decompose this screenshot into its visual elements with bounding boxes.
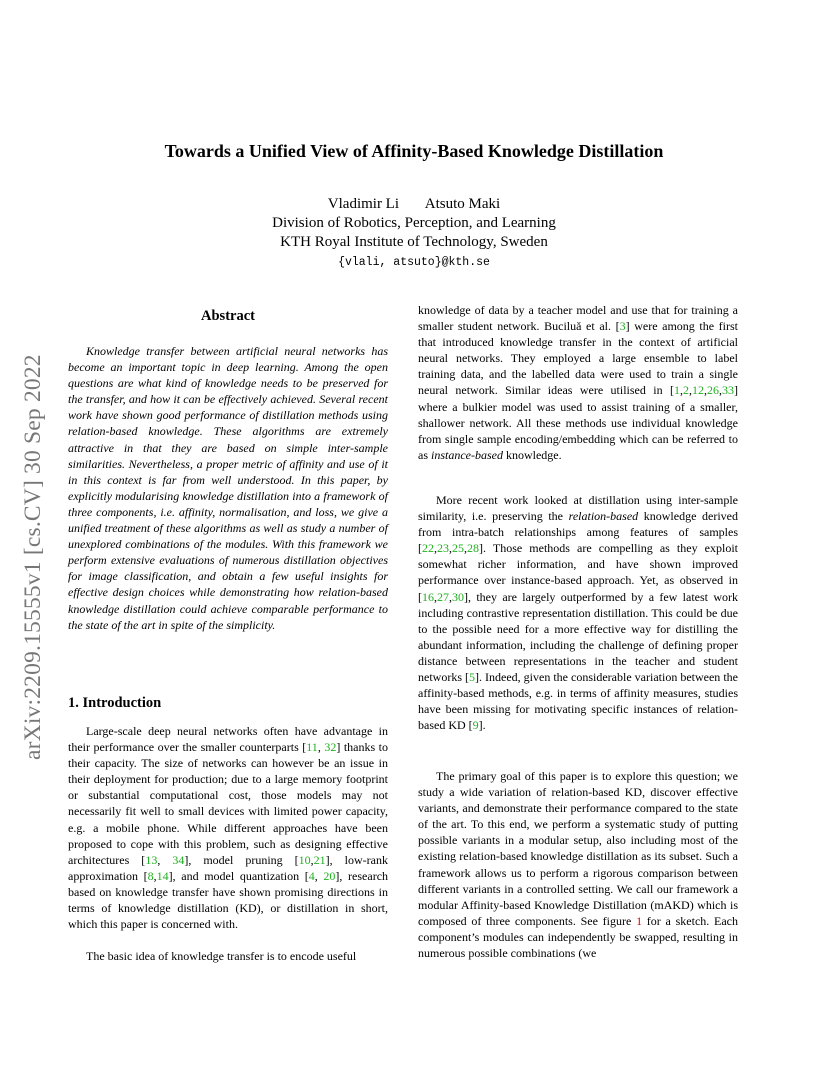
abstract-text: Knowledge transfer between artificial neural networks has become an important topic in deep learning. Among the open questions are what kind of knowledge needs to be preserved for the transfer, and how it can be effectively achieved. Several recent work have shown good performance of distillation methods using relation-based knowledge. These algorithms are extremely attractive in that they are based on simple inter-sample similarities. Nevertheless, a proper metric of affinity and use of it in this context is far from well understood. In this paper, by explicitly modularising knowledge distillation into a framework of three components, i.e. affinity, normalisation, and loss, we give a unified treatment of these algorithms as well as study a number of unexplored combinations of the modules. With this framework we perform extensive evaluations of numerous distillation objectives for image classification, and obtain a few useful insights for effective design choices while demonstrating how relation-based knowledge distillation could achieve comparable performance to the state of the art in spite of the simplicity. — [68, 344, 388, 632]
citation-link[interactable]: 25 — [452, 541, 464, 556]
author-name: Atsuto Maki — [424, 196, 501, 212]
citation-link[interactable]: 10 — [298, 852, 311, 867]
intro-paragraph-continued: knowledge of data by a teacher model and use that for training a smaller student network. Buciluǎ et al. [3] were among the first that introduced knowledge transfer in the context of artificial neural networks. They employed a large ensemble to label training data, and the labelled data were used to train a single neural network. Similar ideas were utilised in [1,2,12,26,33] where a bulkier model was used to assist training of a smaller, shallower network. All these methods use individual knowledge from single sample encoding/embedding which can be referred to as instance-based knowledge. — [418, 303, 739, 462]
citation-link[interactable]: 21 — [313, 852, 326, 867]
citation-link[interactable]: 13 — [145, 852, 158, 867]
affiliation-department: Division of Robotics, Perception, and Learning — [272, 215, 556, 231]
section-heading-introduction: 1. Introduction — [68, 695, 162, 711]
citation-link[interactable]: 11 — [306, 740, 318, 755]
paper-title: Towards a Unified View of Affinity-Based Knowledge Distillation — [164, 141, 664, 161]
citation-link[interactable]: 9 — [472, 718, 479, 733]
citation-link[interactable]: 3 — [619, 319, 626, 334]
citation-link[interactable]: 34 — [172, 852, 185, 867]
citation-link[interactable]: 28 — [467, 541, 479, 556]
figure-reference-link[interactable]: 1 — [636, 913, 643, 928]
citation-link[interactable]: 14 — [156, 868, 169, 883]
citation-link[interactable]: 2 — [683, 383, 689, 398]
citation-link[interactable]: 32 — [324, 740, 337, 755]
citation-link[interactable]: 8 — [147, 868, 154, 883]
citation-link[interactable]: 5 — [469, 670, 475, 685]
citation-link[interactable]: 12 — [692, 383, 704, 398]
affiliation-institution: KTH Royal Institute of Technology, Sweden — [280, 234, 548, 250]
author-email: {vlali, atsuto}@kth.se — [338, 256, 490, 269]
intro-paragraph-2: The basic idea of knowledge transfer is to encode useful — [86, 949, 357, 963]
citation-link[interactable]: 16 — [422, 589, 434, 604]
citation-link[interactable]: 33 — [722, 383, 734, 398]
abstract-heading: Abstract — [201, 308, 255, 324]
citation-link[interactable]: 1 — [674, 383, 680, 398]
citation-link[interactable]: 23 — [437, 541, 449, 556]
intro-paragraph-4: The primary goal of this paper is to explore this question; we study a wide variation of relation-based KD, discover effective variants, and demonstrate their performance compared to the state of the art. To this end, we perform a systematic study of putting possible variants in a modular setup, also including most of the existing relation-based knowledge distillation as its subset. Such a framework allows us to perform a rigorous comparison between different variants in a controlled setting. We call our framework a modular Affinity-based Knowledge Distillation (mAKD) which is composed of three components. See figure 1 for a sketch. Each component’s modules can independently be swapped, resulting in numerous possible combinations (we — [418, 769, 738, 961]
intro-paragraph-1: Large-scale deep neural networks often have advantage in their performance over the smaller counterparts [11, 32] thanks to their capacity. The size of networks can however be an issue in their deployment for production; due to a large memory footprint or substantial computational cost, those models may not necessarily fit well to small devices with limited power capacity, e.g. a mobile phone. While different approaches have been proposed to cope with this problem, such as designing effective architectures [13, 34], model pruning [10,21], low-rank approximation [8,14], and model quantization [4, 20], research based on knowledge transfer have shown promising directions in terms of knowledge distillation (KD), or distillation in short, which this paper is concerned with. — [68, 724, 389, 932]
citation-link[interactable]: 30 — [452, 589, 464, 604]
citation-link[interactable]: 22 — [422, 541, 434, 556]
intro-paragraph-3: More recent work looked at distillation using inter-sample similarity, i.e. preserving the relation-based knowledge derived from intra-batch relationships among features of samples [22,23,25,28]. Those methods are compelling as they exploit somewhat richer information, and have shown improved performance over instance-based approach. Yet, as observed in [16,27,30], they are largely outperformed by a few latest work including contrastive representation distillation. This could be due to the possible need for a more effective way for distilling the abundant information, including the challenge of defining proper distance between representations in the teacher and student networks [5]. Indeed, given the considerable variation between the affinity-based methods, e.g. in terms of affinity measures, studies have been missing for motivating specific instances of relation-based KD [9]. — [418, 493, 738, 733]
citation-link[interactable]: 27 — [437, 589, 449, 604]
citation-link[interactable]: 20 — [323, 868, 336, 883]
citation-link[interactable]: 4 — [308, 868, 315, 883]
author-name: Vladimir Li — [327, 196, 400, 212]
arxiv-identifier-stamp: arXiv:2209.15555v1 [cs.CV] 30 Sep 2022 — [20, 354, 46, 760]
author-list — [0, 196, 828, 213]
citation-link[interactable]: 26 — [707, 383, 719, 398]
